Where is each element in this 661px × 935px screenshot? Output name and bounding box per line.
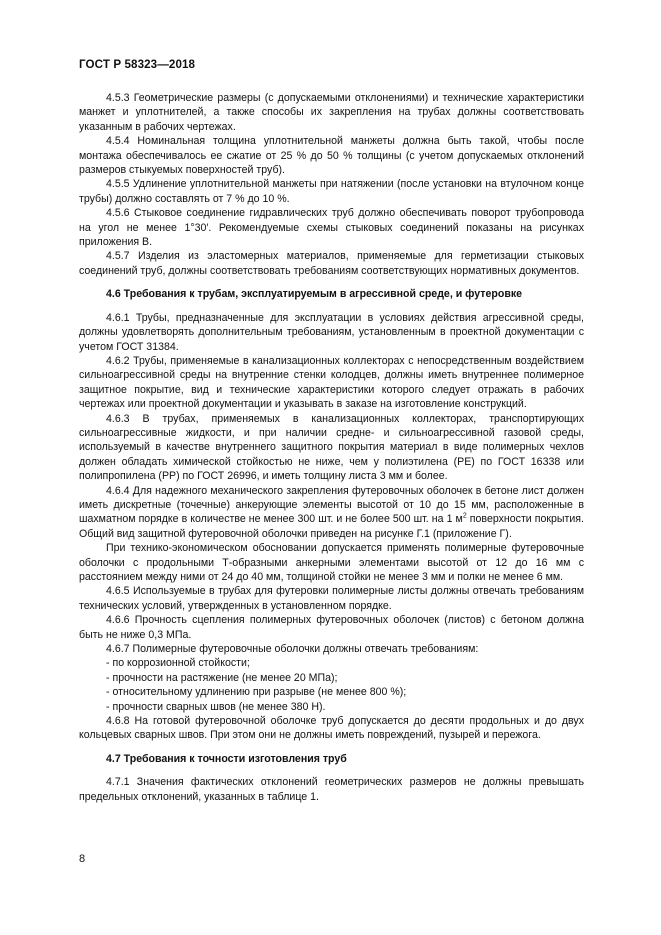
paragraph-4-6-3: 4.6.3 В трубах, применяемых в канализационных коллекторах, транспортирующих сильноагрессивные жидкости, и при наличии средне- и сильноагрессивной газовой среды, используемый в качестве внутреннего защитного покрытия материал в виде полимерных чехлов должен обладать химической стойкостью не ниже, чем у полиэтилена (РЕ) по ГОСТ 16338 или полипропилена (РР) по ГОСТ 26996, и иметь толщину листа 3 мм и более. [79,412,584,483]
paragraph-4-6-1: 4.6.1 Трубы, предназначенные для эксплуатации в условиях действия агрессивной среды, должны удовлетворять дополнительным требованиям, установленным в проектной документации с учетом ГОСТ 31384. [79,311,584,353]
paragraph-4-6-8: 4.6.8 На готовой футеровочной оболочке труб допускается до десяти продольных и до двух кольцевых сварных швов. При этом они не должны иметь повреждений, пузырей и пережога. [79,715,584,742]
section-gap [79,743,584,752]
section-heading-4-6: 4.6 Требования к трубам, эксплуатируемым в агрессивной среде, и футеровке [106,288,523,301]
section-gap [79,278,584,287]
paragraph-4-6-4-continued: При технико-экономическом обосновании допускается применять полимерные футеровочные оболочки с продольными Т-образными анкерными элементами высотой от 12 до 16 мм с расстоянием между ними от 24 до 40 мм, толщиной стойки не менее 3 мм и полки не менее 6 мм. [79,542,584,583]
paragraph-4-5-3: 4.5.3 Геометрические размеры (с допускаемыми отклонениями) и технические характеристики манжет и уплотнителей, а также способы их закрепления на трубах должны соответствовать указанным в рабочих чертежах. [79,92,584,133]
paragraph-4-6-5: 4.6.5 Используемые в трубах для футеровки полимерные листы должны отвечать требованиям технических условий, утвержденных в установленном порядке. [79,585,584,612]
paragraph-4-5-7: 4.5.7 Изделия из эластомерных материалов, применяемые для герметизации стыковых соединений труб, должны соответствовать требованиям соответствующих нормативных документов. [79,250,584,277]
paragraph-4-5-4: 4.5.4 Номинальная толщина уплотнительной манжеты должна быть такой, чтобы после монтажа обеспечивалось ее сжатие от 25 % до 50 % толщины (с учетом допускаемых отклонений размеров стыкуемых поверхностей труб). [79,135,584,177]
paragraph-4-6-4-text-start: 4.6.4 Для надежного механического закрепления футеровочных оболочек в бетоне лист должен иметь дискретные (точечные) анкерующие элементы высотой от 10 до 15 мм, расположенные в шахматном порядке в количестве не менее 300 шт. и не более 500 шт. на 1 м [79,484,584,526]
document-body [79,91,584,804]
paragraph-4-6-6: 4.6.6 Прочность сцепления полимерных футеровочных оболочек (листов) с бетоном должна быть не ниже 0,3 МПа. [79,614,584,641]
page-number: 8 [79,853,86,865]
document-id-header: ГОСТ Р 58323—2018 [79,58,196,71]
list-item: - по коррозионной стойкости; [106,657,250,670]
list-item: - относительному удлинению при разрыве (не менее 800 %); [106,686,407,699]
paragraph-4-6-4-text-end: поверхности покрытия. Общий вид защитной футеровочной оболочки приведен на рисунке Г.1 (приложение Г). [79,513,584,540]
section-gap [79,302,584,311]
paragraph-4-6-2: 4.6.2 Трубы, применяемые в канализационных коллекторах с непосредственным воздействием сильноагрессивной среды на внутренние стенки колодцев, должны иметь внутреннее полимерное защитное покрытие, вид и технические характеристики которого следует отражать в рабочих чертежах или проектной документации и указывать в заказе на изготовление конструкций. [79,354,584,411]
list-item: - прочности на растяжение (не менее 20 МПа); [106,671,338,684]
square-superscript: 2 [462,512,467,520]
list-item: - прочности сварных швов (не менее 380 Н). [106,700,326,713]
section-heading-4-7: 4.7 Требования к точности изготовления труб [106,752,347,765]
section-gap [79,766,584,775]
paragraph-4-6-4 [79,484,584,542]
paragraph-4-5-5: 4.5.5 Удлинение уплотнительной манжеты при натяжении (после установки на втулочном конце трубы) должно составлять от 7 % до 10 %. [79,178,584,205]
paragraph-4-7-1: 4.7.1 Значения фактических отклонений геометрических размеров не должны превышать предельных отклонений, указанных в таблице 1. [79,776,584,803]
paragraph-4-5-6: 4.5.6 Стыковое соединение гидравлических труб должно обеспечивать поворот трубопровода на угол не менее 1°30′. Рекомендуемые схемы стыковых соединений показаны на рисунках приложения В. [79,207,584,249]
paragraph-4-6-7: 4.6.7 Полимерные футеровочные оболочки должны отвечать требованиям: [106,643,479,656]
